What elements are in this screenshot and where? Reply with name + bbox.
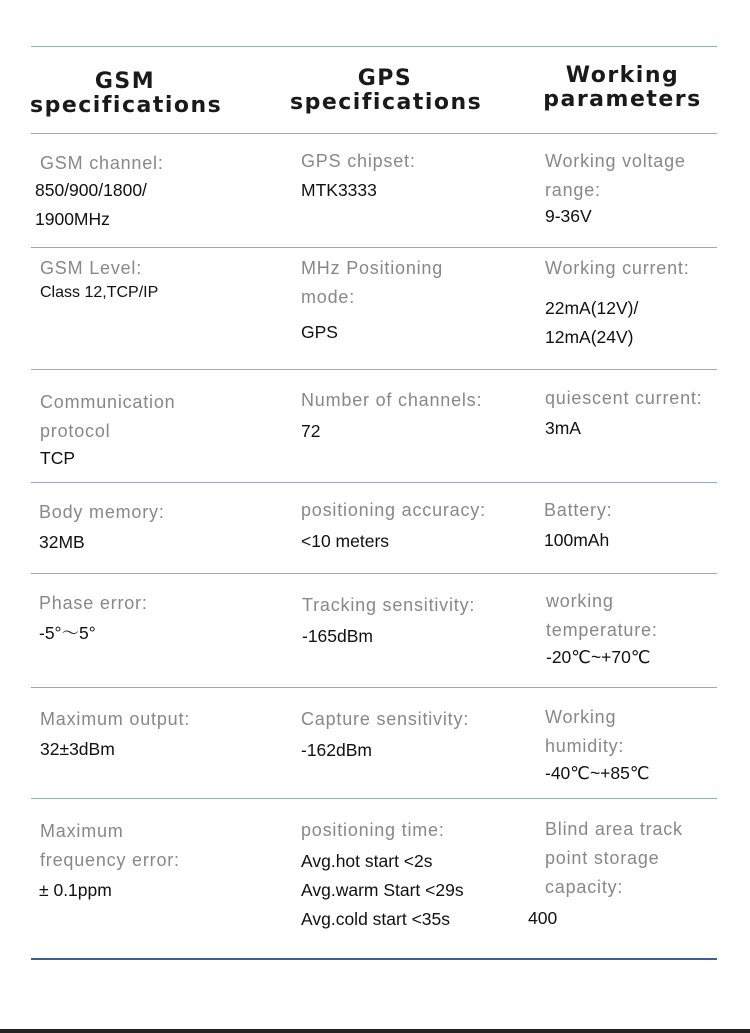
positioning-accuracy-value: <10 meters [301, 531, 390, 551]
communication-protocol-value: TCP [40, 448, 75, 468]
gsm-channel-value: 850/900/1800/ 1900MHz [35, 180, 147, 229]
row-divider [31, 798, 717, 799]
header-line: GPS [357, 66, 413, 91]
working-humidity-label: Working humidity: [545, 707, 625, 756]
blind-area-storage-label: Blind area track point storage capacity: [545, 819, 683, 897]
working-column-header [540, 64, 705, 112]
header-line: Working [565, 63, 680, 88]
gps-chipset-value: MTK3333 [301, 180, 377, 200]
battery-label: Battery: [544, 500, 613, 520]
working-temperature-value: -20℃~+70℃ [546, 647, 651, 667]
battery-value: 100mAh [544, 530, 610, 550]
communication-protocol-label: Communication protocol [40, 392, 176, 441]
row-divider [31, 482, 717, 483]
row-divider [31, 687, 717, 688]
working-voltage-value: 9-36V [545, 206, 592, 226]
phase-error-value: -5°～5° [39, 623, 96, 643]
gsm-channel-label: GSM channel: [40, 153, 164, 173]
positioning-time-label: positioning time: [301, 820, 445, 840]
tracking-sensitivity-label: Tracking sensitivity: [302, 595, 476, 615]
body-memory-label: Body memory: [39, 502, 165, 522]
phase-error-label: Phase error: [39, 593, 148, 613]
header-line: specifications [290, 90, 483, 115]
bottom-divider [31, 958, 717, 960]
positioning-time-value: Avg.hot start <2s Avg.warm Start <29s Avg.cold start <35s [301, 851, 464, 929]
working-current-value: 22mA(12V)/ 12mA(24V) [545, 298, 639, 347]
body-memory-value: 32MB [39, 532, 85, 552]
blind-area-storage-value: 400 [528, 908, 558, 928]
maximum-output-label: Maximum output: [40, 709, 191, 729]
positioning-mode-label: MHz Positioning mode: [301, 258, 444, 307]
capture-sensitivity-value: -162dBm [301, 740, 373, 760]
quiescent-current-value: 3mA [545, 418, 581, 438]
gps-chipset-label: GPS chipset: [301, 151, 416, 171]
working-current-label: Working current: [545, 258, 690, 278]
positioning-accuracy-label: positioning accuracy: [301, 500, 486, 520]
row-divider [31, 247, 717, 248]
maximum-frequency-error-value: ± 0.1ppm [39, 880, 112, 900]
number-of-channels-value: 72 [301, 421, 321, 441]
number-of-channels-label: Number of channels: [301, 390, 483, 410]
gsm-level-label: GSM Level: [40, 258, 143, 278]
top-divider [31, 46, 717, 47]
row-divider [31, 573, 717, 574]
gsm-level-value: Class 12,TCP/IP [40, 284, 159, 301]
maximum-output-value: 32±3dBm [40, 739, 115, 759]
gps-column-header [290, 66, 483, 115]
working-humidity-value: -40℃~+85℃ [545, 763, 650, 783]
working-voltage-label: Working voltage range: [545, 151, 686, 200]
working-temperature-label: working temperature: [546, 591, 658, 640]
row-divider [31, 369, 717, 370]
header-line: parameters [543, 87, 702, 112]
header-line: GSM [94, 69, 156, 94]
maximum-frequency-error-label: Maximum frequency error: [40, 821, 180, 870]
header-divider [31, 133, 717, 134]
quiescent-current-label: quiescent current: [545, 388, 703, 408]
page-edge [0, 1029, 750, 1033]
positioning-mode-value: GPS [301, 322, 338, 342]
tracking-sensitivity-value: -165dBm [302, 626, 374, 646]
capture-sensitivity-label: Capture sensitivity: [301, 709, 470, 729]
gsm-column-header [30, 69, 223, 118]
header-line: specifications [30, 93, 223, 118]
